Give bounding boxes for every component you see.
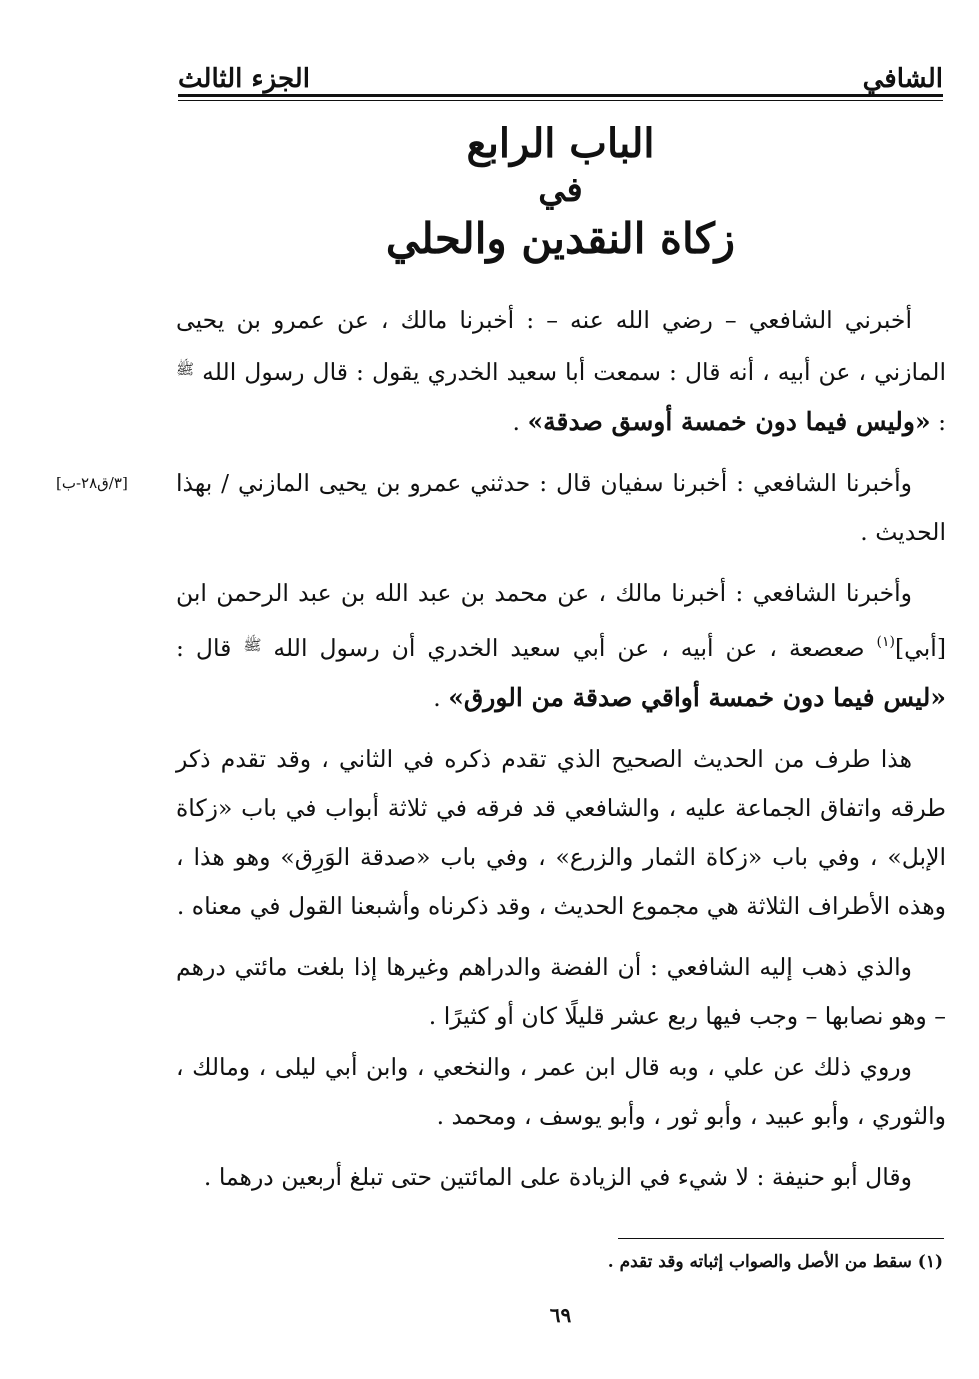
chapter-title-line2: في	[538, 170, 583, 210]
hadith-quote-2: «ليس فيما دون خمسة أواقي صدقة من الورق»	[448, 683, 946, 712]
page-number: ٦٩	[549, 1303, 572, 1327]
body-text	[176, 296, 946, 1214]
paragraph-3-text-a: وأخبرنا الشافعي : أخبرنا مالك ، عن محمد بن عبد الله بن عبد الرحمن ابن [أبي]	[176, 579, 947, 662]
paragraph-1	[176, 296, 946, 447]
paragraph-1-text: أخبرني الشافعي – رضي الله عنه – : أخبرنا مالك ، عن عمرو بن يحيى المازني ، عن أبيه ، أنه قال : سمعت أبا سعيد الخدري يقول : قال رسول الله	[176, 306, 946, 386]
margin-note: [٣/ق٢٨-ب]	[56, 474, 128, 492]
header-rule-thin	[178, 100, 943, 101]
paragraph-3-text-c: قال :	[176, 634, 244, 662]
paragraph-3-end: .	[433, 684, 449, 712]
volume-label: الجزء الثالث	[178, 64, 310, 94]
header-rule	[178, 94, 943, 97]
running-header	[178, 50, 943, 94]
chapter-title	[178, 118, 943, 268]
chapter-title-line1: الباب الرابع	[466, 120, 655, 167]
book-name: الشافي	[862, 64, 943, 94]
paragraph-6: وروي ذلك عن علي ، وبه قال ابن عمر ، والنخعي ، وابن أبي ليلى ، ومالك ، والثوري ، وأبو عبيد ، وأبو ثور ، وأبو يوسف ، ومحمد .	[176, 1053, 946, 1130]
paragraph-3	[176, 569, 946, 723]
salutation-glyph: ﷺ	[176, 360, 195, 378]
paragraph-3-text-b: صعصعة ، عن أبيه ، عن أبي سعيد الخدري أن رسول الله	[261, 634, 877, 662]
footnote-rule	[618, 1238, 944, 1239]
paragraph-7: وقال أبو حنيفة : لا شيء في الزيادة على المائتين حتى تبلغ أربعين درهما .	[203, 1163, 912, 1191]
chapter-title-line3: زكاة النقدين والحلي	[385, 214, 736, 263]
footnote-reference: (١)	[876, 634, 896, 650]
paragraph-4: هذا طرف من الحديث الصحيح الذي تقدم ذكره في الثاني ، وقد تقدم ذكر طرقه واتفاق الجماعة عليه ، والشافعي قد فرقه في ثلاثة أبواب في باب «زكاة الإبل» ، وفي باب «زكاة الثمار والزرع» ، وفي باب «صدقة الوَرِق» وهو هذا ، وهذه الأطراف الثلاثة هي مجموع الحديث ، وقد ذكرناه وأشبعنا القول في معناه .	[176, 745, 946, 920]
paragraph-1-end: .	[512, 408, 528, 436]
hadith-quote-1: «وليس فيما دون خمسة أوسق صدقة»	[527, 407, 931, 436]
paragraph-2: وأخبرنا الشافعي : أخبرنا سفيان قال : حدثني عمرو بن يحيى المازني / بهذا الحديث .	[176, 469, 946, 546]
paragraph-1-colon: :	[930, 408, 946, 436]
footnote: (١) سقط من الأصل والصواب إثباته وقد تقدم .	[607, 1252, 943, 1272]
salutation-glyph: ﷺ	[243, 636, 262, 654]
paragraph-5: والذي ذهب إليه الشافعي : أن الفضة والدراهم وغيرها إذا بلغت مائتي درهم – وهو نصابها – وجب فيها ربع عشر قليلًا كان أو كثيرًا .	[176, 953, 946, 1030]
